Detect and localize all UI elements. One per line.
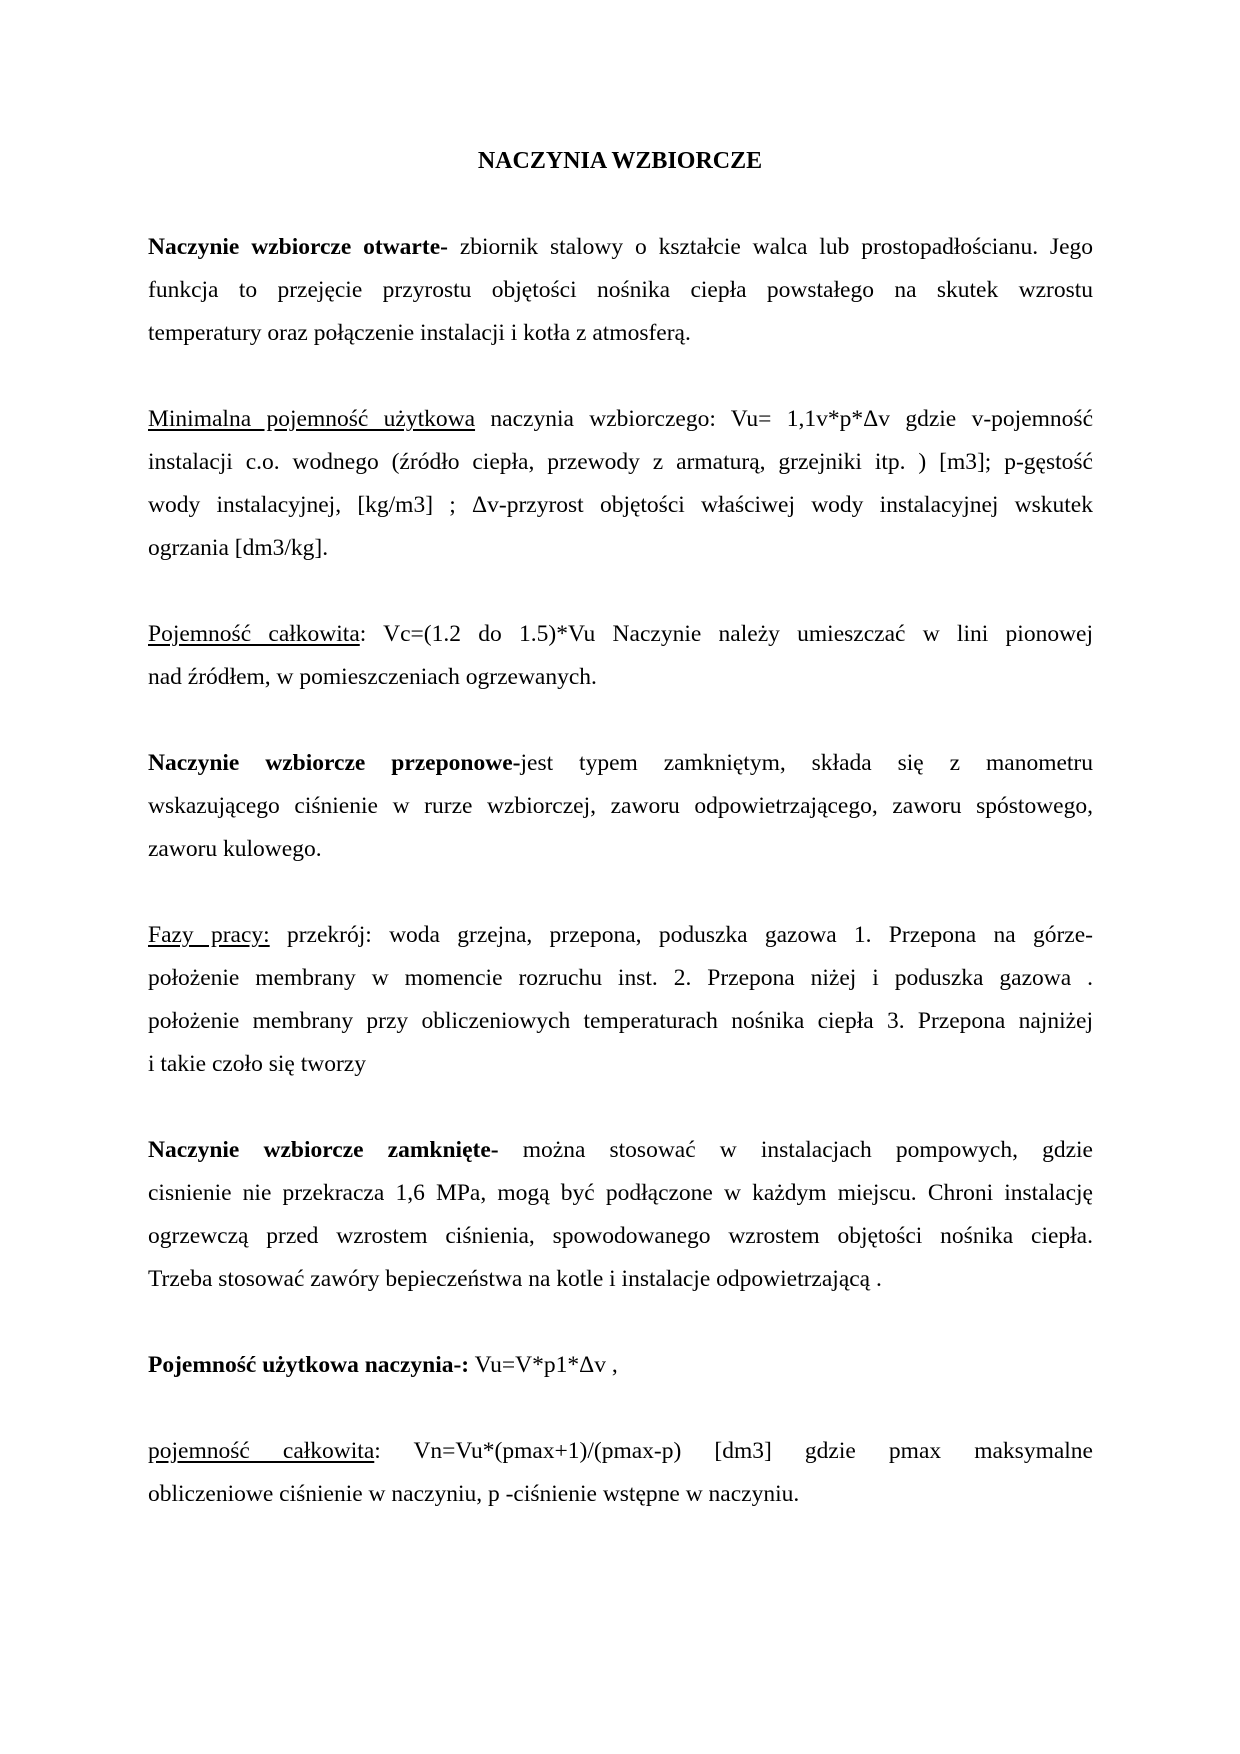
text-line <box>148 1132 1093 1175</box>
text-segment: cisnienie nie przekracza 1,6 MPa, mogą być podłączone w każdym miejscu. Chroni instalację <box>148 1180 1093 1206</box>
text-segment: instalacji c.o. wodnego (źródło ciepła, przewody z armaturą, grzejniki itp. ) [m3]; p-gęstość <box>148 449 1093 475</box>
text-line <box>148 1218 1093 1261</box>
text-segment: temperatury oraz połączenie instalacji i kotła z atmosferą. <box>148 320 691 346</box>
text-segment: i takie czoło się tworzy <box>148 1051 366 1077</box>
text-segment: obliczeniowe ciśnienie w naczyniu, p -ciśnienie wstępne w naczyniu. <box>148 1481 800 1507</box>
text-line <box>148 444 1093 487</box>
text-line <box>148 917 1093 960</box>
text-line <box>148 960 1093 1003</box>
text-line <box>148 272 1093 315</box>
text-segment: wody instalacyjnej, [kg/m3] ; Δv-przyrost objętości właściwej wody instalacyjnej wskutek <box>148 492 1093 518</box>
text-line <box>148 659 1093 702</box>
text-segment: wskazującego ciśnienie w rurze wzbiorczej, zaworu odpowietrzającego, zaworu spóstowego, <box>148 793 1093 819</box>
text-line <box>148 1175 1093 1218</box>
document-body <box>148 229 1093 1562</box>
text-segment: ogrzania [dm3/kg]. <box>148 535 329 561</box>
text-segment: położenie membrany w momencie rozruchu inst. 2. Przepona niżej i poduszka gazowa . <box>148 965 1093 991</box>
paragraph <box>148 616 1093 702</box>
paragraph <box>148 917 1093 1089</box>
text-segment: można stosować w instalacjach pompowych, gdzie <box>498 1137 1093 1163</box>
text-line <box>148 401 1093 444</box>
text-line <box>148 745 1093 788</box>
text-line <box>148 315 1093 358</box>
text-line <box>148 530 1093 573</box>
text-segment: : Vc=(1.2 do 1.5)*Vu Naczynie należy umieszczać w lini pionowej <box>359 621 1093 647</box>
text-segment: : Vn=Vu*(pmax+1)/(pmax-p) [dm3] gdzie pmax maksymalne <box>374 1438 1093 1464</box>
text-line <box>148 487 1093 530</box>
underlined-term: Pojemność całkowita <box>148 621 360 647</box>
text-line <box>148 1003 1093 1046</box>
text-segment: funkcja to przejęcie przyrostu objętości nośnika ciepła powstałego na skutek wzrostu <box>148 277 1093 303</box>
bold-term: Naczynie wzbiorcze przeponowe- <box>148 750 521 776</box>
paragraph <box>148 229 1093 358</box>
document-title: NACZYNIA WZBIORCZE <box>477 148 763 174</box>
text-line <box>148 1347 1093 1390</box>
text-segment: położenie membrany przy obliczeniowych temperaturach nośnika ciepła 3. Przepona najniżej <box>148 1008 1093 1034</box>
text-line <box>148 831 1093 874</box>
text-segment: jest typem zamkniętym, składa się z manometru <box>520 750 1094 776</box>
bold-term: Pojemność użytkowa naczynia-: <box>148 1352 470 1378</box>
text-segment: przekrój: woda grzejna, przepona, poduszka gazowa 1. Przepona na górze- <box>269 922 1093 948</box>
underlined-term: Minimalna pojemność użytkowa <box>148 406 476 432</box>
paragraph <box>148 745 1093 874</box>
text-segment: Trzeba stosować zawóry bepieczeństwa na kotle i instalacje odpowietrzającą . <box>148 1266 882 1292</box>
paragraph <box>148 1132 1093 1304</box>
text-line <box>148 1261 1093 1304</box>
underlined-term: pojemność całkowita <box>148 1438 375 1464</box>
paragraph <box>148 1433 1093 1519</box>
text-segment: nad źródłem, w pomieszczeniach ogrzewanych. <box>148 664 597 690</box>
text-segment: zbiornik stalowy o kształcie walca lub prostopadłościanu. Jego <box>447 234 1094 260</box>
paragraph <box>148 1347 1093 1390</box>
text-segment: zaworu kulowego. <box>148 836 322 862</box>
text-line <box>148 1046 1093 1089</box>
text-line <box>148 1433 1093 1476</box>
text-line <box>148 788 1093 831</box>
bold-term: Naczynie wzbiorcze zamknięte- <box>148 1137 499 1163</box>
text-segment: Vu=V*p1*Δv , <box>469 1352 618 1378</box>
text-segment: ogrzewczą przed wzrostem ciśnienia, spowodowanego wzrostem objętości nośnika ciepła. <box>148 1223 1093 1249</box>
text-line <box>148 616 1093 659</box>
underlined-term: Fazy pracy: <box>148 922 270 948</box>
text-segment: naczynia wzbiorczego: Vu= 1,1v*p*Δv gdzie v-pojemność <box>475 406 1093 432</box>
text-line <box>148 1476 1093 1519</box>
paragraph <box>148 401 1093 573</box>
bold-term: Naczynie wzbiorcze otwarte- <box>148 234 448 260</box>
text-line <box>148 229 1093 272</box>
